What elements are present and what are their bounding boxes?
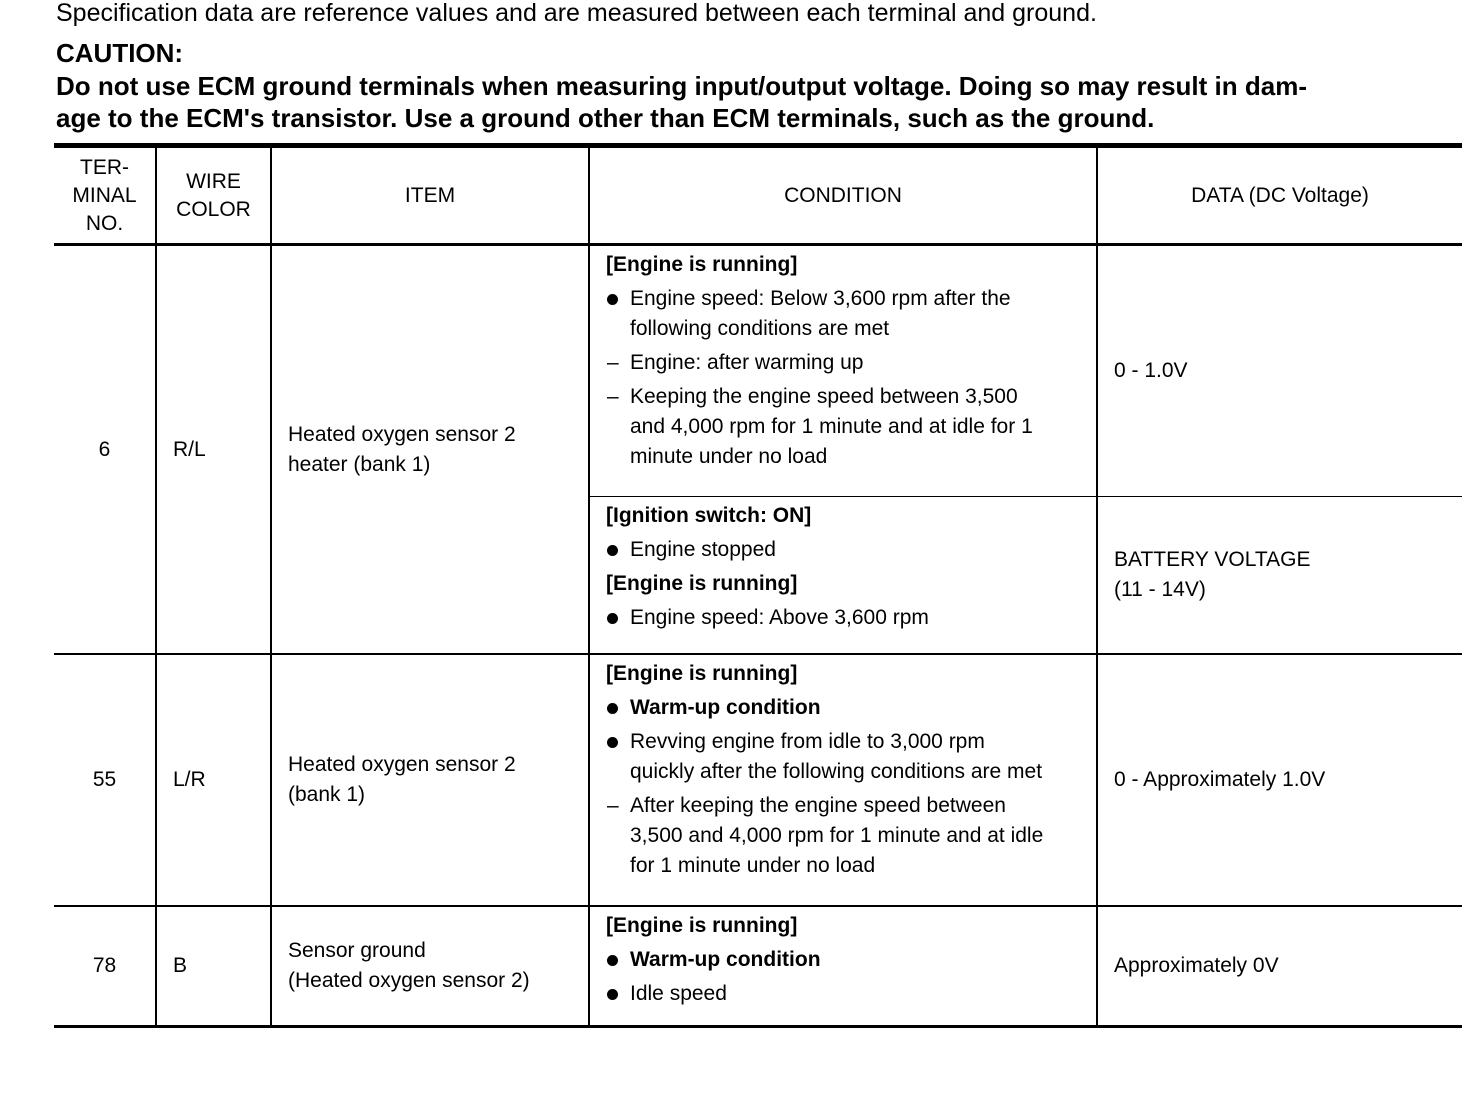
data-cell: 0 - 1.0V: [1097, 245, 1462, 497]
condition-text: for 1 minute under no load: [630, 854, 876, 877]
header-terminal-line: NO.: [85, 211, 124, 235]
intro-text: Specification data are reference values and are measured between each terminal and ground.: [56, 0, 1097, 27]
condition-text: Revving engine from idle to 3,000 rpm: [630, 730, 985, 753]
condition-header: [Engine is running]: [606, 914, 798, 937]
data-line: (11 - 14V): [1114, 578, 1206, 601]
bullet-dot-icon: [607, 703, 618, 714]
header-terminal-line: MINAL: [72, 183, 137, 207]
wire-color-cell: L/R: [156, 654, 271, 906]
header-terminal-line: TER-: [80, 155, 129, 179]
item-line: heater (bank 1): [288, 452, 431, 476]
caution-line-1: Do not use ECM ground terminals when measuring input/output voltage. Doing so may result in dam-: [56, 71, 1307, 101]
condition-cell: [589, 654, 1097, 906]
condition-text: Engine speed: Below 3,600 rpm after the: [630, 287, 1011, 310]
condition-bullet: [606, 284, 1088, 344]
header-terminal-no: [54, 146, 156, 245]
item-cell: [271, 245, 589, 655]
condition-header: [Engine is running]: [606, 253, 798, 276]
condition-text: Warm-up condition: [630, 696, 821, 719]
condition-cell: [589, 906, 1097, 1027]
condition-bullet: [606, 727, 1088, 787]
bullet-dot-icon: [607, 737, 618, 748]
condition-text: Engine: after warming up: [630, 351, 864, 374]
condition-text: Idle speed: [630, 982, 727, 1005]
item-line: (bank 1): [288, 783, 366, 806]
bullet-dot-icon: [607, 545, 618, 556]
header-wire-line: WIRE: [186, 169, 241, 193]
condition-text: After keeping the engine speed between: [630, 794, 1006, 817]
bullet-dot-icon: [607, 613, 618, 624]
item-cell: [271, 906, 589, 1027]
item-cell: [271, 654, 589, 906]
caution-line-2: age to the ECM's transistor. Use a ground other than ECM terminals, such as the ground.: [56, 103, 1155, 133]
wire-color-cell: R/L: [156, 245, 271, 655]
dash-icon: –: [607, 794, 619, 817]
header-condition: CONDITION: [589, 146, 1097, 245]
dash-icon: –: [607, 351, 619, 374]
header-data: DATA (DC Voltage): [1097, 146, 1462, 245]
condition-text: quickly after the following conditions are met: [630, 760, 1043, 783]
bullet-dot-icon: [607, 989, 618, 1000]
terminal-no-cell: 55: [54, 654, 156, 906]
condition-dash-item: [606, 382, 1088, 472]
condition-text: 3,500 and 4,000 rpm for 1 minute and at idle: [630, 824, 1044, 847]
condition-cell: [589, 245, 1097, 497]
caution-body: [56, 70, 1462, 134]
condition-text: Warm-up condition: [630, 948, 821, 971]
condition-text: minute under no load: [630, 445, 828, 468]
table-row: [54, 654, 1462, 906]
condition-dash-item: [606, 791, 1088, 881]
condition-bullet: [606, 693, 1088, 723]
data-line: BATTERY VOLTAGE: [1114, 548, 1311, 571]
condition-bullet: [606, 603, 1088, 633]
condition-bullet: [606, 945, 1088, 975]
table-header-row: [54, 146, 1462, 245]
data-cell: Approximately 0V: [1097, 906, 1462, 1027]
terminal-spec-table: [54, 143, 1462, 1028]
condition-text: Engine speed: Above 3,600 rpm: [630, 606, 929, 629]
caution-title: CAUTION:: [56, 38, 184, 68]
condition-text: following conditions are met: [630, 317, 890, 340]
bullet-dot-icon: [607, 955, 618, 966]
bullet-dot-icon: [607, 294, 618, 305]
terminal-no-cell: 78: [54, 906, 156, 1027]
item-line: (Heated oxygen sensor 2): [288, 969, 530, 992]
dash-icon: –: [607, 385, 619, 408]
header-wire-color: [156, 146, 271, 245]
table-row: [54, 245, 1462, 497]
condition-bullet: [606, 979, 1088, 1009]
condition-header: [Ignition switch: ON]: [606, 504, 812, 527]
data-cell: [1097, 497, 1462, 655]
data-cell: 0 - Approximately 1.0V: [1097, 654, 1462, 906]
terminal-no-cell: 6: [54, 245, 156, 655]
item-line: Heated oxygen sensor 2: [288, 753, 516, 776]
condition-header: [Engine is running]: [606, 662, 798, 685]
condition-text: Engine stopped: [630, 538, 776, 561]
header-wire-line: COLOR: [176, 197, 251, 221]
table-row: [54, 906, 1462, 1027]
condition-text: Keeping the engine speed between 3,500: [630, 385, 1018, 408]
condition-dash-item: [606, 348, 1088, 378]
condition-text: and 4,000 rpm for 1 minute and at idle for 1: [630, 415, 1033, 438]
item-line: Heated oxygen sensor 2: [288, 422, 516, 446]
header-item: ITEM: [271, 146, 589, 245]
wire-color-cell: B: [156, 906, 271, 1027]
condition-cell: [589, 497, 1097, 655]
condition-bullet: [606, 535, 1088, 565]
condition-header: [Engine is running]: [606, 572, 798, 595]
item-line: Sensor ground: [288, 939, 426, 962]
